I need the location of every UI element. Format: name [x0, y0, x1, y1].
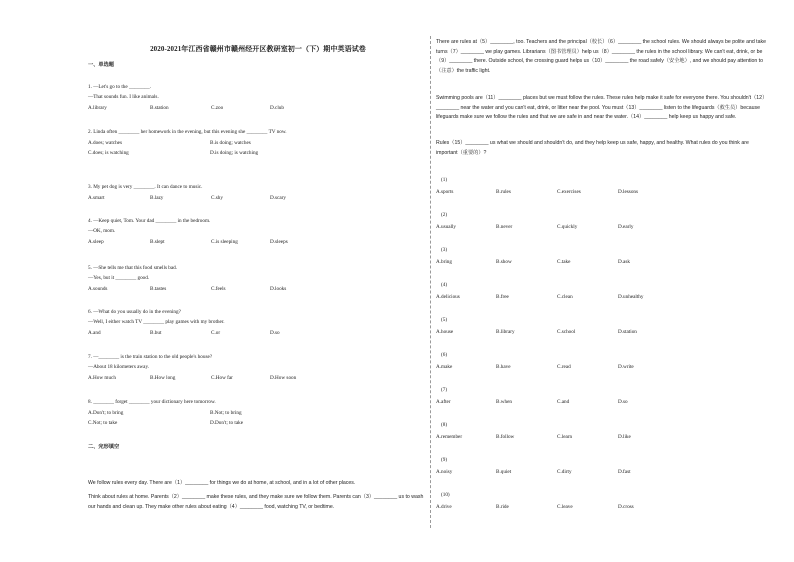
- option-d: D.club: [270, 105, 284, 111]
- cloze-option-a: A.remember: [436, 434, 463, 440]
- cloze-option-c: C.read: [557, 364, 571, 370]
- cloze-option-d: D.station: [618, 329, 637, 335]
- option-d: D.How soon: [270, 375, 297, 381]
- cloze-passage-right-1: There are rules at（5）________, too. Teachers and the principal（校长）（6）________ the school rules. We should always be polite and take turns（7）________ we play games. Librarians（图书管理员）help us（8）________ the rules in the school library. We can't eat, drink, or be（9）________ there. Outside school, the crossing guard helps us（10）________ the road safely（安全地）, and we should pay attention to（注意）the traffic light.: [436, 39, 766, 74]
- question-stem: 8. ________ forget ________ your dictionary here tomorrow.: [88, 399, 216, 405]
- column-divider: [430, 36, 431, 528]
- cloze-passage-left-2: Think about rules at home. Parents（2）________ make these rules, and they make sure we follow them. Parents can（3）________ us to wash our hands and clean up. They make other rules about eating（4）________ food, watching TV, or bedtime.: [88, 494, 424, 511]
- cloze-option-b: B.when: [496, 399, 512, 405]
- cloze-option-d: D.fast: [618, 469, 631, 475]
- cloze-question-number: (4): [441, 282, 448, 288]
- option-d: D.looks: [270, 286, 287, 292]
- cloze-question-number: (9): [441, 457, 448, 463]
- section-heading-single-choice: 一、单选题: [88, 62, 114, 68]
- cloze-option-d: D.ask: [618, 259, 630, 265]
- cloze-option-a: A.bring: [436, 259, 452, 265]
- question-stem: 2. Linda often ________ her homework in the evening, but this evening she ________ TV now.: [88, 129, 287, 135]
- cloze-option-a: A.after: [436, 399, 451, 405]
- cloze-option-b: B.show: [496, 259, 512, 265]
- cloze-passage-left-1: We follow rules every day. There are（1）________ for things we do at home, at school, and in a lot of other places.: [88, 480, 356, 486]
- cloze-option-b: B.free: [496, 294, 509, 300]
- cloze-option-b: B.library: [496, 329, 515, 335]
- cloze-option-a: A.sports: [436, 189, 454, 195]
- option-b: B.tastes: [150, 286, 167, 292]
- cloze-option-c: C.and: [557, 399, 570, 405]
- exam-title: 2020-2021年江西省赣州市赣州经开区教研室初一（下）期中英语试卷: [150, 45, 366, 53]
- cloze-question-number: (6): [441, 352, 448, 358]
- cloze-option-d: D.like: [618, 434, 631, 440]
- cloze-option-c: C.take: [557, 259, 571, 265]
- cloze-option-b: B.have: [496, 364, 511, 370]
- option-a: A.sleep: [88, 239, 104, 245]
- question-stem: 7. —________ is the train station to the old people's house?: [88, 354, 213, 360]
- option-a: A.library: [88, 105, 107, 111]
- question-stem: 3. My pet dog is very ________. It can dance to music.: [88, 184, 203, 190]
- cloze-option-a: A.house: [436, 329, 454, 335]
- option-c: C.Not; to take: [88, 420, 118, 426]
- cloze-option-b: B.follow: [496, 434, 515, 440]
- cloze-question-number: (5): [441, 317, 448, 323]
- option-a: A.sounds: [88, 286, 108, 292]
- cloze-question-number: (1): [441, 177, 448, 183]
- option-a: A.and: [88, 330, 101, 336]
- option-c: C.feels: [211, 286, 226, 292]
- question-stem: 4. —Keep quiet, Tom. Your dad ________ in the bedroom.: [88, 218, 211, 224]
- option-d: D.is doing; is watching: [210, 150, 259, 156]
- cloze-option-a: A.make: [436, 364, 453, 370]
- cloze-question-number: (10): [441, 492, 450, 498]
- cloze-question-number: (8): [441, 422, 448, 428]
- cloze-option-c: C.clean: [557, 294, 573, 300]
- cloze-option-c: C.dirty: [557, 469, 572, 475]
- option-c: C.zoo: [211, 105, 224, 111]
- cloze-option-b: B.never: [496, 224, 513, 230]
- cloze-passage-right-3: Rules（15）________ us what we should and shouldn't do, and they help keep us safe, happy, and healthy. What rules do you think are important（重要的）?: [436, 140, 749, 156]
- option-b: B.lazy: [150, 195, 164, 201]
- cloze-option-a: A.drive: [436, 504, 452, 510]
- option-b: B.How long: [150, 375, 176, 381]
- cloze-option-a: A.usually: [436, 224, 457, 230]
- option-b: B.is doing; watches: [210, 140, 251, 146]
- cloze-option-b: B.rules: [496, 189, 511, 195]
- cloze-option-a: A.noisy: [436, 469, 453, 475]
- cloze-option-d: D.cross: [618, 504, 634, 510]
- option-a: A.Don't; to bring: [88, 410, 124, 416]
- cloze-option-d: D.unhealthy: [618, 294, 644, 300]
- cloze-question-number: (3): [441, 247, 448, 253]
- cloze-option-c: C.school: [557, 329, 576, 335]
- question-stem-line2: —Yes, but it ________ good.: [88, 275, 150, 281]
- cloze-option-d: D.lessons: [618, 189, 639, 195]
- question-stem: 6. —What do you usually do in the evening?: [88, 309, 181, 315]
- question-stem-line2: —About 18 kilometers away.: [88, 364, 150, 370]
- question-stem-line2: —That sounds fun. I like animals.: [88, 94, 159, 100]
- cloze-option-d: D.early: [618, 224, 634, 230]
- cloze-option-a: A.delicious: [436, 294, 460, 300]
- option-d: D.so: [270, 330, 280, 336]
- cloze-option-b: B.quiet: [496, 469, 512, 475]
- cloze-option-d: D.so: [618, 399, 628, 405]
- option-d: D.scary: [270, 195, 286, 201]
- option-b: B.slept: [150, 239, 165, 245]
- cloze-option-b: B.ride: [496, 504, 509, 510]
- question-stem-line2: —Well, I either watch TV ________ play games with my brother.: [88, 319, 225, 325]
- option-b: B.Not; to bring: [210, 410, 242, 416]
- section-heading-cloze: 二、完形填空: [88, 444, 120, 450]
- cloze-passage-right-2: Swimming pools are（11）________ places but we must follow the rules. These rules help make it safe for everyone there. You shouldn't（12）________ near the water and you can't eat, drink, or litter near the pool. You must（13）________ listen to the lifeguards（救生员）because lifeguards make sure we follow the rules and that we are safe in and near the water.（14）________ help keep us happy and safe.: [436, 95, 765, 121]
- option-b: B.station: [150, 105, 169, 111]
- question-stem: 5. —She tells me that this food smells bad.: [88, 265, 178, 271]
- option-c: C.does; is watching: [88, 150, 129, 156]
- option-c: C.is sleeping: [211, 239, 238, 245]
- option-a: A.does; watches: [88, 140, 122, 146]
- cloze-option-c: C.quickly: [557, 224, 578, 230]
- option-c: C.How far: [211, 375, 233, 381]
- option-c: C.shy: [211, 195, 223, 201]
- cloze-option-c: C.leave: [557, 504, 573, 510]
- cloze-option-c: C.learn: [557, 434, 573, 440]
- option-b: B.but: [150, 330, 162, 336]
- option-d: D.sleeps: [270, 239, 288, 245]
- option-a: A.How much: [88, 375, 116, 381]
- question-stem: 1. —Let's go to the ________.: [88, 84, 152, 90]
- cloze-option-c: C.exercises: [557, 189, 581, 195]
- option-d: D.Don't; to take: [210, 420, 244, 426]
- option-c: C.or: [211, 330, 221, 336]
- cloze-question-number: (2): [441, 212, 448, 218]
- cloze-option-d: D.write: [618, 364, 634, 370]
- question-stem-line2: —OK, mom.: [88, 228, 116, 234]
- cloze-question-number: (7): [441, 387, 448, 393]
- option-a: A.smart: [88, 195, 105, 201]
